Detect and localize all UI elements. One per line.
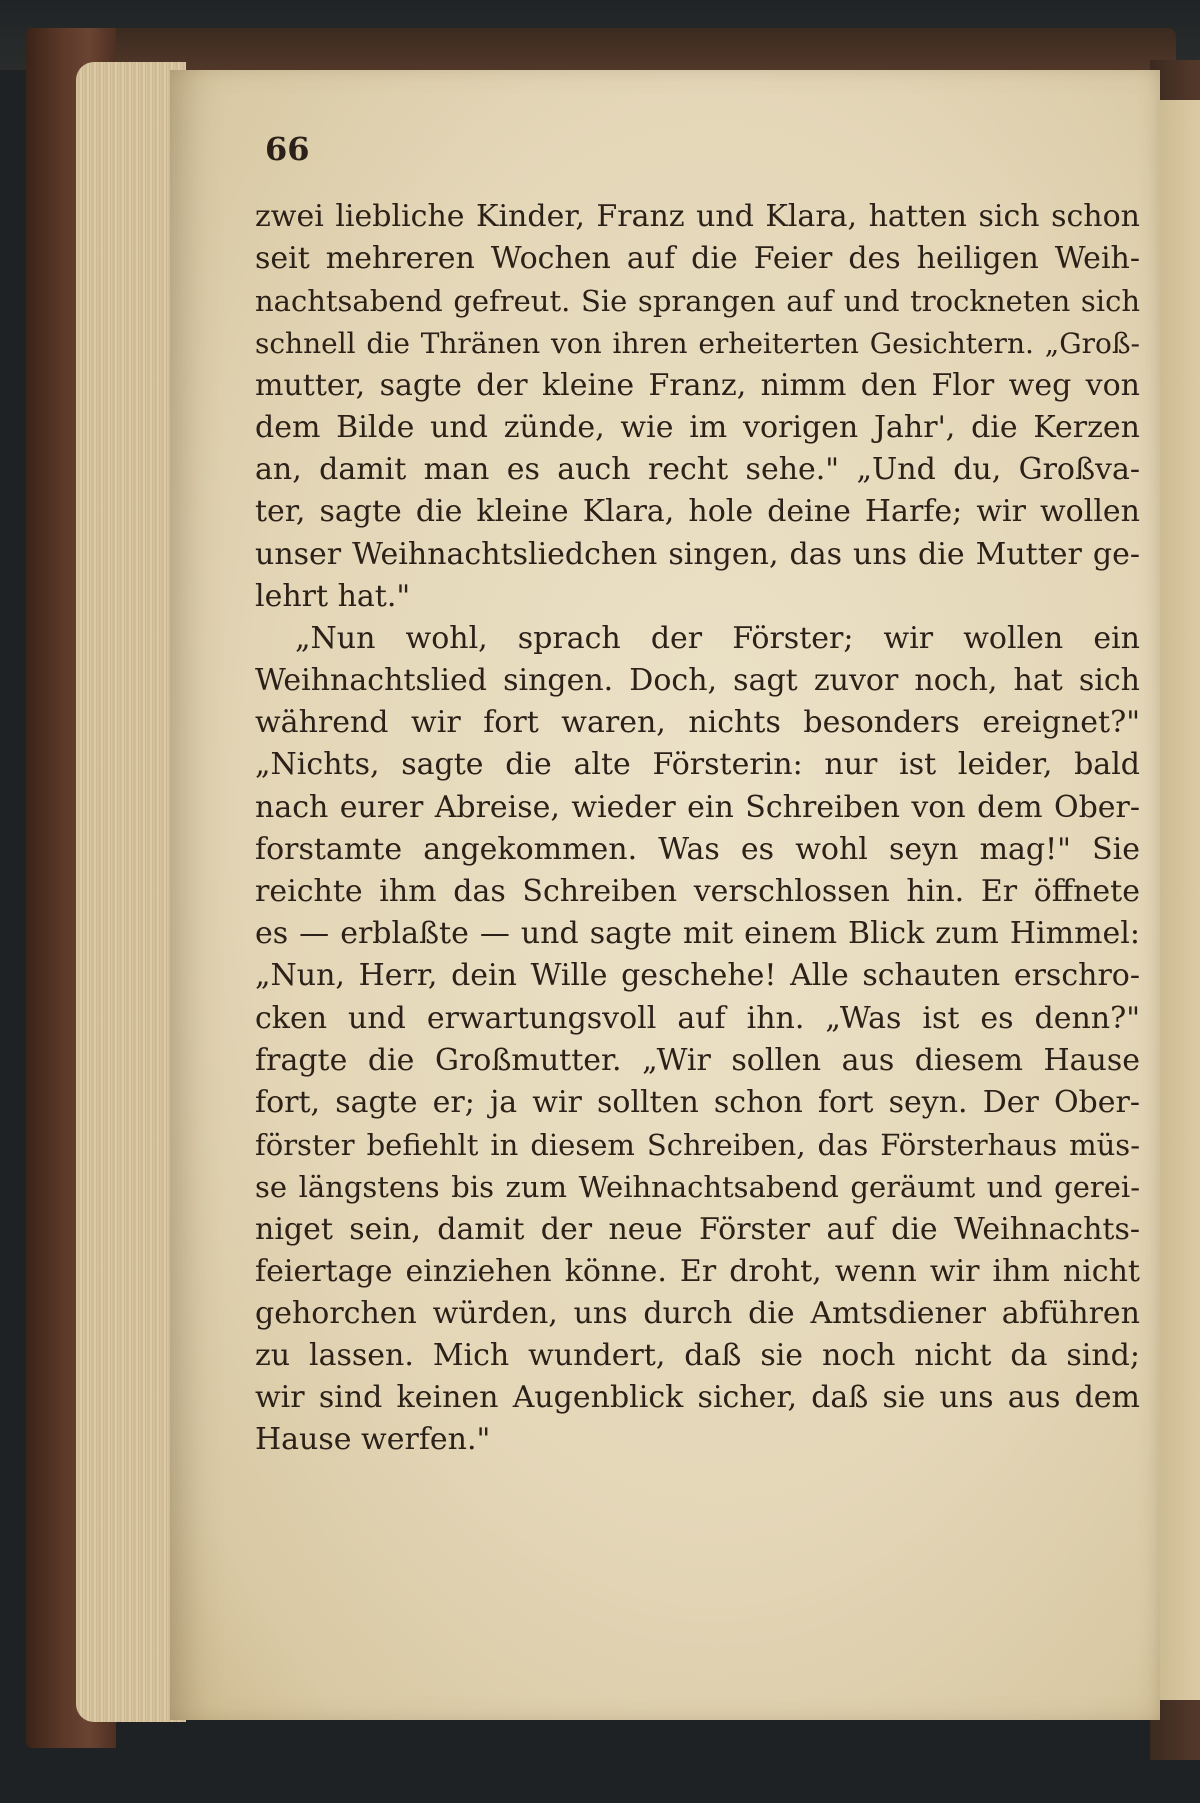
text-line: während wir fort waren, nichts besonders ereignet?" [255,705,1140,741]
text-line: lehrt hat." [255,578,411,614]
page-body-text [255,196,1140,1462]
text-line: fragte die Großmutter. „Wir sollen aus diesem Hause [255,1042,1140,1078]
text-line: seit mehreren Wochen auf die Feier des heiligen Weih- [255,241,1140,277]
text-line: an, damit man es auch recht sehe." „Und du, Großva- [255,452,1140,488]
text-line: „Nun, Herr, dein Wille geschehe! Alle schauten erschro- [255,958,1140,994]
text-line: nach eurer Abreise, wieder ein Schreiben von dem Ober- [255,789,1140,825]
text-line: zwei liebliche Kinder, Franz und Klara, hatten sich schon [255,199,1140,234]
text-line: wir sind keinen Augenblick sicher, daß sie uns aus dem [255,1380,1140,1416]
text-line: schnell die Thränen von ihren erheiterten Gesichtern. „Groß- [255,326,1140,360]
text-line: Weihnachtslied singen. Doch, sagt zuvor noch, hat sich [255,663,1140,699]
text-line: se längstens bis zum Weihnachtsabend geräumt und gerei- [255,1170,1140,1205]
text-line: „Nun wohl, sprach der Förster; wir wollen ein [295,620,1140,656]
text-line: forstamte angekommen. Was es wohl seyn mag!" Sie [255,831,1140,867]
facing-page-edge [1160,100,1200,1700]
text-line: niget sein, damit der neue Förster auf die Weihnachts- [255,1211,1140,1247]
text-line: Hause werfen." [255,1422,491,1458]
text-line: nachtsabend gefreut. Sie sprangen auf und trockneten sich [255,284,1140,319]
text-line: dem Bilde und zünde, wie im vorigen Jahr', die Kerzen [255,409,1140,445]
text-line: cken und erwartungsvoll auf ihn. „Was ist es denn?" [255,1000,1140,1036]
text-line: reichte ihm das Schreiben verschlossen hin. Er öffnete [255,874,1140,909]
text-line: feiertage einziehen könne. Er droht, wenn wir ihm nicht [255,1253,1140,1289]
text-line: „Nichts, sagte die alte Försterin: nur ist leider, bald [255,747,1140,783]
text-line: zu lassen. Mich wundert, daß sie noch nicht da sind; [255,1338,1140,1374]
page-number: 66 [265,130,310,168]
text-line: ter, sagte die kleine Klara, hole deine Harfe; wir wollen [255,494,1140,530]
text-line: unser Weihnachtsliedchen singen, das uns die Mutter ge- [255,536,1140,572]
text-line: es — erblaßte — und sagte mit einem Blick zum Himmel: [255,916,1140,952]
text-line: fort, sagte er; ja wir sollten schon fort seyn. Der Ober- [255,1084,1140,1120]
text-line: mutter, sagte der kleine Franz, nimm den Flor weg von [255,367,1140,403]
text-line: gehorchen würden, uns durch die Amtsdiener abführen [255,1295,1140,1331]
text-line: förster befiehlt in diesem Schreiben, das Försterhaus müs- [255,1128,1140,1163]
